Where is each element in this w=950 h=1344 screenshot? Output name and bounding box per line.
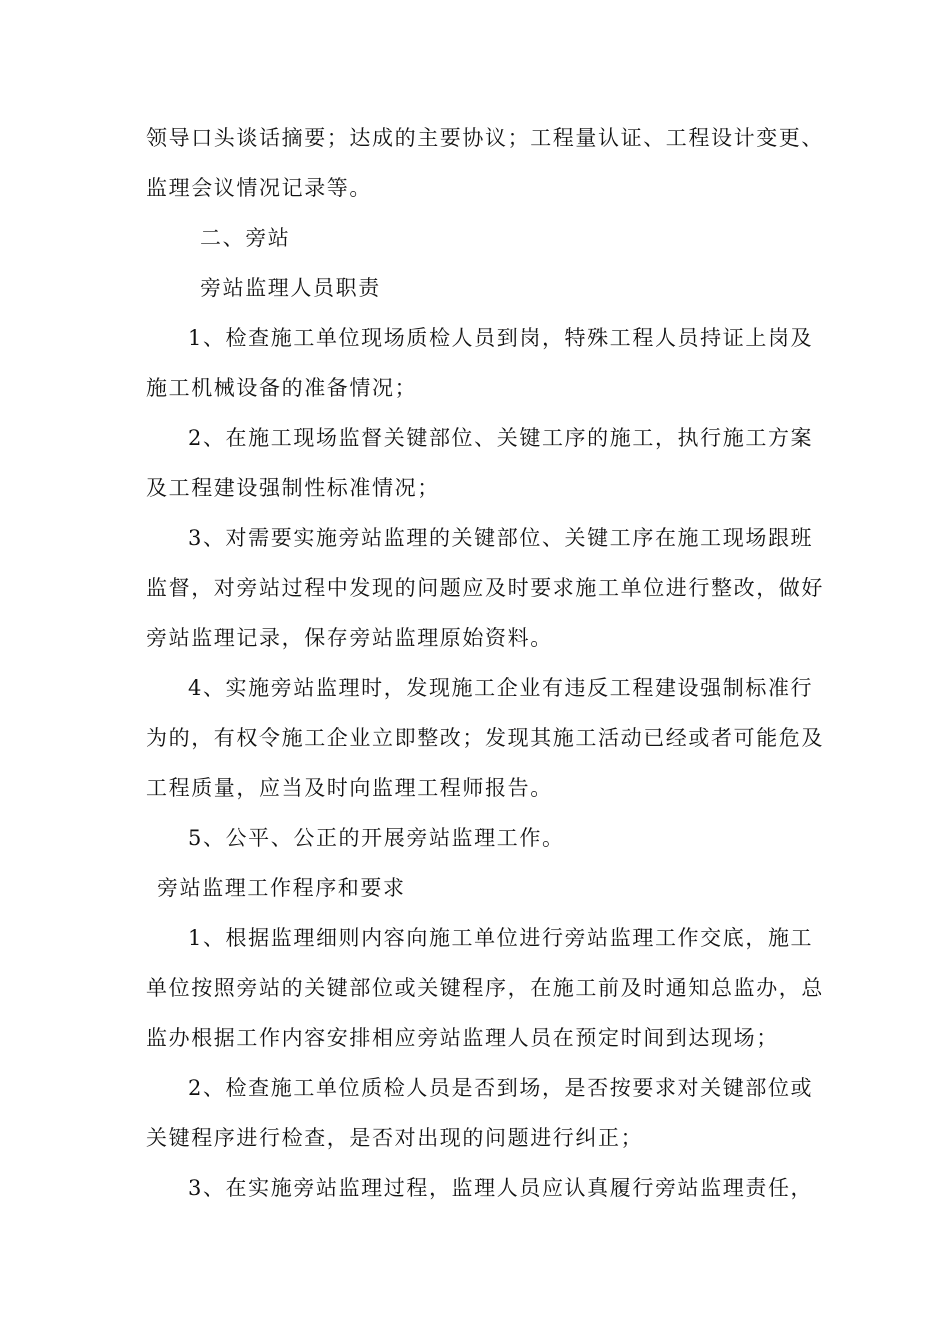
procedure-item-2-line-1: 2、检查施工单位质检人员是否到场，是否按要求对关键部位或 — [188, 1076, 814, 1100]
duty-item-4-line-3: 工程质量，应当及时向监理工程师报告。 — [146, 776, 553, 800]
duty-item-4-line-2: 为的，有权令施工企业立即整改；发现其施工活动已经或者可能危及 — [146, 726, 824, 750]
section-heading-pangzhan: 二、旁站 — [200, 226, 291, 250]
duty-item-3-line-1: 3、对需要实施旁站监理的关键部位、关键工序在施工现场跟班 — [188, 526, 814, 550]
duty-item-2-line-1: 2、在施工现场监督关键部位、关键工序的施工，执行施工方案 — [188, 426, 814, 450]
text-line-1: 领导口头谈话摘要；达成的主要协议；工程量认证、工程设计变更、 — [146, 126, 824, 150]
subheading-duties: 旁站监理人员职责 — [200, 276, 381, 300]
text-line-2: 监理会议情况记录等。 — [146, 176, 372, 200]
duty-item-1-line-1: 1、检查施工单位现场质检人员到岗，特殊工程人员持证上岗及 — [188, 326, 814, 350]
duty-item-2-line-2: 及工程建设强制性标准情况； — [146, 476, 440, 500]
duty-item-3-line-2: 监督，对旁站过程中发现的问题应及时要求施工单位进行整改，做好 — [146, 576, 824, 600]
duty-item-1-line-2: 施工机械设备的准备情况； — [146, 376, 418, 400]
procedure-item-1-line-3: 监办根据工作内容安排相应旁站监理人员在预定时间到达现场； — [146, 1026, 779, 1050]
procedure-item-3-line-1: 3、在实施旁站监理过程，监理人员应认真履行旁站监理责任， — [188, 1176, 814, 1200]
procedure-item-2-line-2: 关键程序进行检查，是否对出现的问题进行纠正； — [146, 1126, 644, 1150]
duty-item-3-line-3: 旁站监理记录，保存旁站监理原始资料。 — [146, 626, 553, 650]
procedure-item-1-line-2: 单位按照旁站的关键部位或关键程序，在施工前及时通知总监办，总 — [146, 976, 824, 1000]
duty-item-5: 5、公平、公正的开展旁站监理工作。 — [188, 826, 565, 850]
duty-item-4-line-1: 4、实施旁站监理时，发现施工企业有违反工程建设强制标准行 — [188, 676, 814, 700]
procedure-item-1-line-1: 1、根据监理细则内容向施工单位进行旁站监理工作交底，施工 — [188, 926, 814, 950]
subheading-procedure: 旁站监理工作程序和要求 — [157, 876, 406, 900]
